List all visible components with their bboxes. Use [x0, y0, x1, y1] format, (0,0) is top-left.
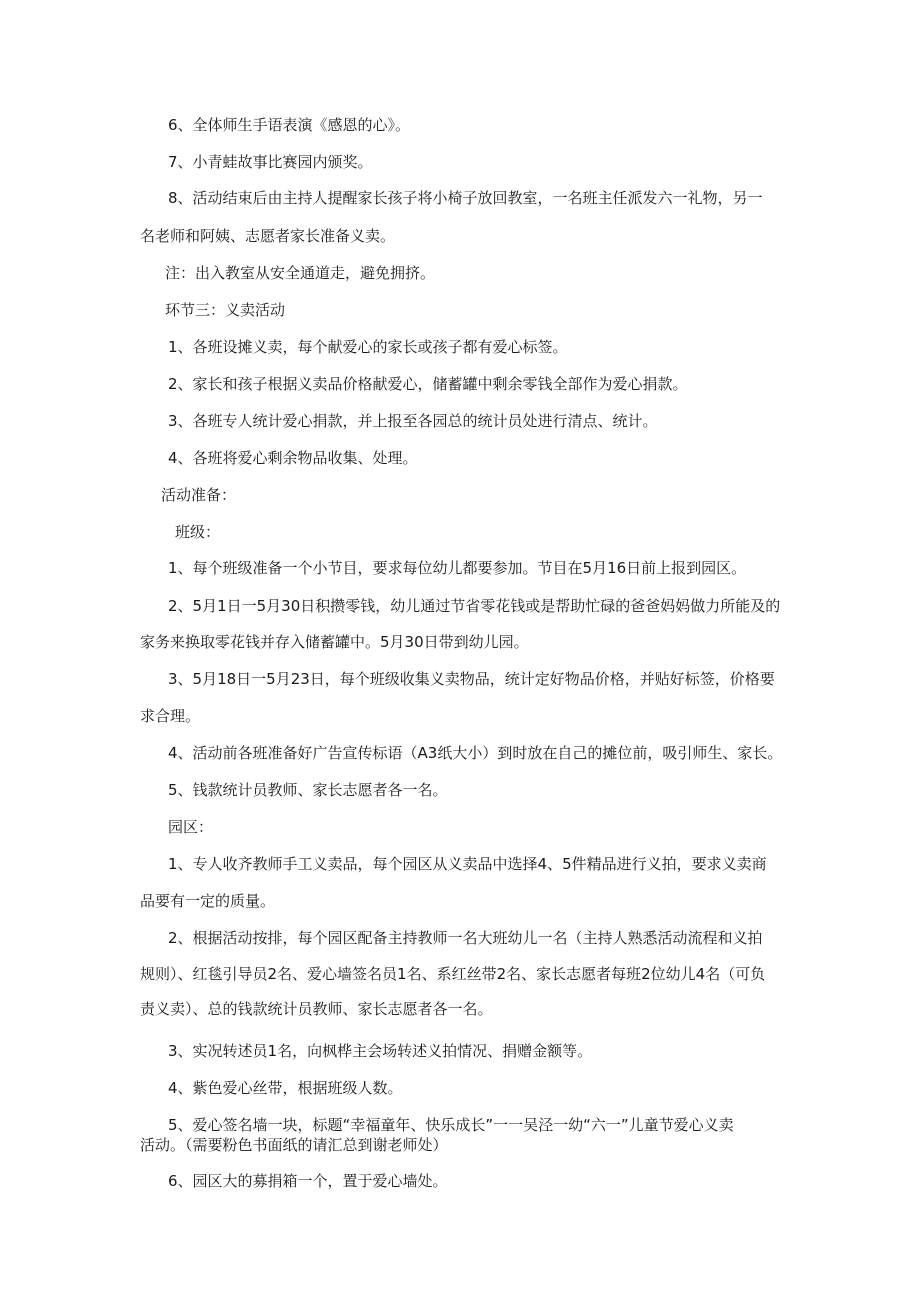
campus-item-1-line2: 品要有一定的质量。 [140, 892, 276, 910]
campus-item-3: 3、实况转述员1名，向枫桦主会场转述义拍情况、捐赠金额等。 [168, 1042, 593, 1060]
campus-item-6: 6、园区大的募捐箱一个，置于爱心墙处。 [168, 1172, 448, 1190]
campus-item-1-line1: 1、专人收齐教师手工义卖品，每个园区从义卖品中选择4、5件精品进行义拍，要求义卖商 [168, 855, 767, 873]
campus-item-4: 4、紫色爱心丝带，根据班级人数。 [168, 1079, 403, 1097]
campus-item-2-line1: 2、根据活动按排，每个园区配备主持教师一名大班幼儿一名（主持人熟悉活动流程和义拍 [168, 929, 763, 947]
sale-item-3: 3、各班专人统计爱心捐款，并上报至各园总的统计员处进行清点、统计。 [168, 412, 658, 430]
sale-item-4: 4、各班将爱心剩余物品收集、处理。 [168, 449, 418, 467]
class-item-5: 5、钱款统计员教师、家长志愿者各一名。 [168, 781, 448, 799]
class-item-2-line2: 家务来换取零花钱并存入储蓄罐中。5月30日带到幼儿园。 [140, 633, 529, 651]
class-item-1: 1、每个班级准备一个小节目，要求每位幼儿都要参加。节目在5月16日前上报到园区。 [168, 559, 747, 577]
preparation-heading: 活动准备： [161, 486, 237, 504]
campus-item-5-line1: 5、爱心签名墙一块，标题“幸福童年、快乐成长”一一吴泾一幼“六一”儿童节爱心义卖 [168, 1116, 734, 1134]
paragraph-item-7: 7、小青蛙故事比赛园内颁奖。 [168, 153, 373, 171]
campus-item-2-line2: 规则）、红毯引导员2名、爱心墙签名员1名、系红丝带2名、家长志愿者每班2位幼儿4名（可负 [140, 965, 766, 983]
class-heading: 班级： [175, 523, 221, 541]
campus-heading: 园区： [168, 818, 214, 836]
class-item-3-line1: 3、5月18日一5月23日，每个班级收集义卖物品，统计定好物品价格，并贴好标签，价格要 [168, 670, 775, 688]
campus-item-2-line3: 责义卖）、总的钱款统计员教师、家长志愿者各一名。 [140, 1000, 493, 1018]
sale-item-1: 1、各班设摊义卖，每个献爱心的家长或孩子都有爱心标签。 [168, 338, 568, 356]
paragraph-item-6: 6、全体师生手语表演《感恩的心》。 [168, 116, 411, 134]
class-item-3-line2: 求合理。 [140, 707, 201, 725]
paragraph-item-8-line2: 名老师和阿姨、志愿者家长准备义卖。 [140, 227, 396, 245]
sale-item-2: 2、家长和孩子根据义卖品价格献爱心，储蓄罐中剩余零钱全部作为爱心捐款。 [168, 375, 688, 393]
class-item-2-line1: 2、5月1日一5月30日积攒零钱，幼儿通过节省零花钱或是帮助忙碌的爸爸妈妈做力所能及的 [168, 597, 781, 615]
section-heading-3: 环节三：义卖活动 [165, 301, 286, 319]
note-paragraph: 注：出入教室从安全通道走，避免拥挤。 [165, 264, 436, 282]
campus-item-5-line2: 活动。（需要粉色书面纸的请汇总到谢老师处） [140, 1136, 448, 1154]
paragraph-item-8-line1: 8、活动结束后由主持人提醒家长孩子将小椅子放回教室，一名班主任派发六一礼物，另一 [168, 189, 763, 207]
class-item-4: 4、活动前各班准备好广告宣传标语（A3纸大小）到时放在自己的摊位前，吸引师生、家长。 [168, 744, 783, 762]
